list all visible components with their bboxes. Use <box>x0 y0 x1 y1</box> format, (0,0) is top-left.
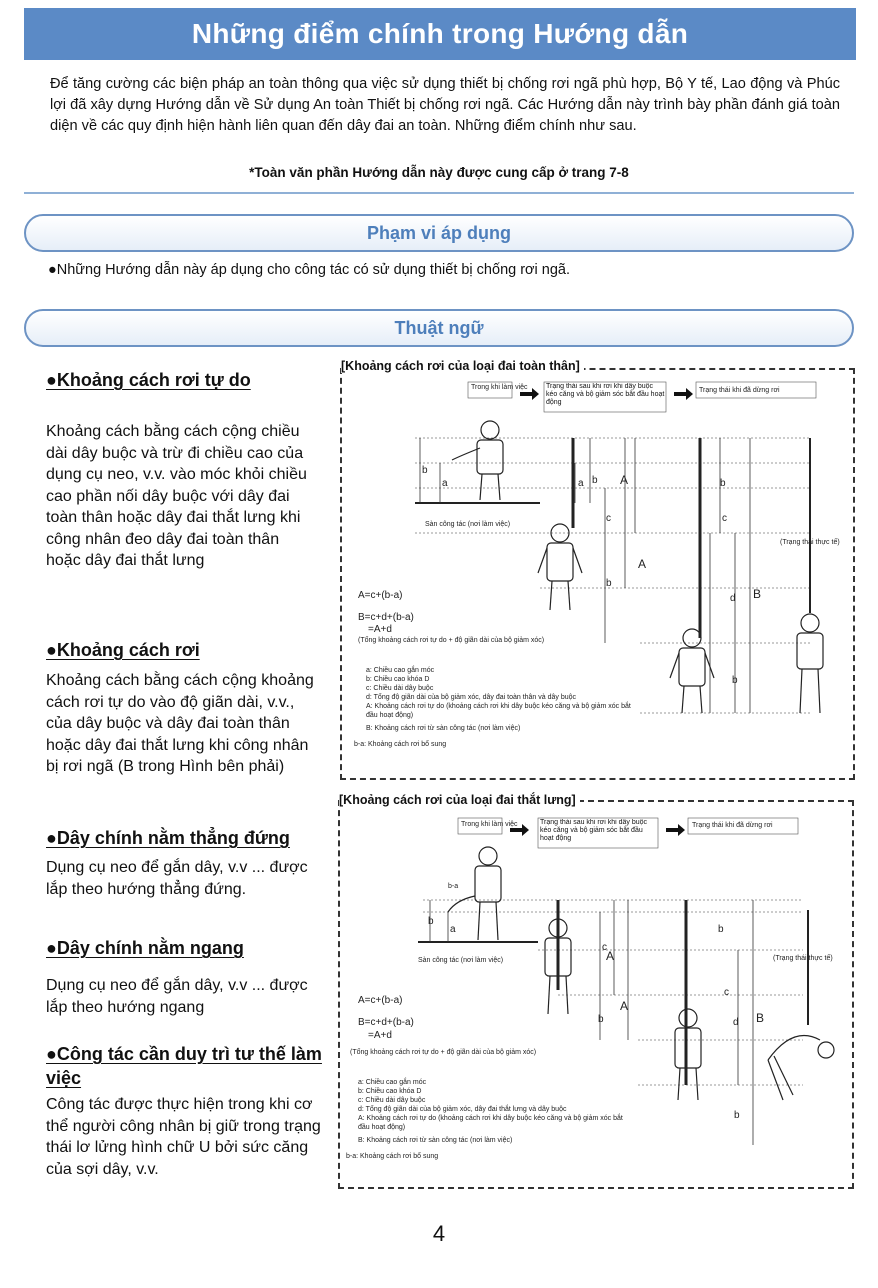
stage-label: Trạng thái sau khi rơi khi dây buộc kéo căng và bộ giảm sóc bắt đầu hoạt động <box>546 383 665 406</box>
section-header-terms: Thuật ngữ <box>24 309 854 347</box>
svg-text:c: Chiều dài dây buộc: c: Chiều dài dây buộc <box>358 1097 426 1104</box>
formula-b2: =A+d <box>368 1030 392 1041</box>
term-body-work-positioning: Công tác được thực hiện trong khi cơ thể người công nhân bị giữ trong trạng thái lơ lửng hình chữ U bởi sức căng của sợi dây, v.v. <box>46 1096 321 1178</box>
arrow-icon <box>674 388 693 400</box>
term-title-fall-distance: ●Khoảng cách rơi <box>46 640 200 660</box>
svg-text:đầu hoạt động): đầu hoạt động) <box>366 712 414 719</box>
term-title-vertical-line: ●Dây chính nằm thẳng đứng <box>46 828 290 848</box>
formula-b: B=c+d+(b-a) <box>358 612 414 623</box>
svg-text:b: b <box>718 924 724 935</box>
svg-text:c: c <box>724 987 729 998</box>
figure-title-full-body: [Khoảng cách rơi của loại đai toàn thân] <box>341 359 584 373</box>
svg-text:b: b <box>598 1014 604 1025</box>
svg-text:B: B <box>756 1011 765 1025</box>
svg-text:c: c <box>606 513 611 524</box>
svg-text:b: b <box>428 916 434 927</box>
stage-label: Trong khi làm việc <box>471 384 528 391</box>
svg-text:B: B <box>753 587 762 601</box>
svg-text:a: Chiều cao gắn móc: a: Chiều cao gắn móc <box>366 667 435 674</box>
figure-title-waist-belt: [Khoảng cách rơi của loại đai thắt lưng] <box>339 793 580 807</box>
svg-text:b-a: Khoảng cách rơi bổ sung: b-a: Khoảng cách rơi bổ sung <box>346 1153 439 1160</box>
term-body-free-fall: Khoảng cách bằng cách cộng chiều dài dây buộc và trừ đi chiều cao của dụng cụ neo, v.v. vào móc khỏi chiều cao phần nối dây buộc với dây đai toàn thân hoặc dây đai thắt lưng khi công nhân đeo dây đai toàn thân hoặc dây đai thắt lưng <box>46 423 307 569</box>
svg-text:A: A <box>638 557 647 571</box>
term-body-fall-distance: Khoảng cách bằng cách cộng khoảng cách rơi tự do vào độ giãn dài, v.v., của dây buộc và dây đai toàn thân hoặc dây đai thắt lưng khi công nhân bị rơi ngã (B trong Hình bên phải) <box>46 672 314 775</box>
term-body-horizontal-line: Dụng cụ neo để gắn dây, v.v ... được lắp theo hướng ngang <box>46 977 308 1016</box>
svg-text:b: b <box>606 578 612 589</box>
platform-label: Sàn công tác (nơi làm việc) <box>418 957 504 964</box>
svg-text:a: a <box>442 478 448 489</box>
svg-text:a: Chiều cao gắn móc: a: Chiều cao gắn móc <box>358 1079 427 1086</box>
stage-label: Trong khi làm việc <box>461 821 518 828</box>
page-number: 4 <box>432 1221 446 1246</box>
svg-text:c: c <box>722 513 727 524</box>
svg-text:A: A <box>620 999 629 1013</box>
actual-state-label: (Trạng thái thực tế) <box>780 539 840 546</box>
term-body-vertical-line: Dụng cụ neo để gắn dây, v.v ... được lắp theo hướng thẳng đứng. <box>46 859 308 898</box>
svg-text:d: Tổng độ giãn dài của bộ giả: d: Tổng độ giãn dài của bộ giảm xóc, dây đai thắt lưng và dây buộc <box>358 1106 567 1113</box>
diagram-full-body-harness <box>340 368 855 780</box>
svg-text:b-a: b-a <box>448 883 459 890</box>
svg-text:A: A <box>620 473 629 487</box>
term-title-free-fall: ●Khoảng cách rơi tự do <box>46 370 251 390</box>
page-title: Những điểm chính trong Hướng dẫn <box>24 8 856 60</box>
platform-label: Sàn công tác (nơi làm việc) <box>425 521 511 528</box>
svg-text:b: b <box>422 465 428 476</box>
full-text-note: *Toàn văn phần Hướng dẫn này được cung cấp ở trang 7-8 <box>249 165 629 180</box>
intro-paragraph: Để tăng cường các biện pháp an toàn thông qua việc sử dụng thiết bị chống rơi ngã phù hợp, Bộ Y tế, Lao động và Phúc lợi đã xây dựng Hướng dẫn về Sử dụng An toàn Thiết bị chống rơi ngã. Các Hướng dẫn này trình bày phần đánh giá toàn diện về các quy định hiện hành liên quan đến dây đai an toàn. Những điểm chính như sau. <box>50 76 840 134</box>
term-title-work-positioning: ●Công tác cần duy trì tư thế làm việc <box>46 1044 322 1088</box>
svg-text:đầu hoạt động): đầu hoạt động) <box>358 1124 406 1131</box>
svg-text:c: c <box>602 942 607 953</box>
divider <box>24 192 854 194</box>
legend <box>354 665 631 748</box>
section-header-scope: Phạm vi áp dụng <box>24 214 854 252</box>
svg-text:b: Chiều cao khóa D: b: Chiều cao khóa D <box>366 676 430 683</box>
svg-text:b: b <box>720 478 726 489</box>
svg-text:a: a <box>578 478 584 489</box>
formula-a: A=c+(b-a) <box>358 590 403 601</box>
svg-text:b: b <box>734 1110 740 1121</box>
formula-b: B=c+d+(b-a) <box>358 1017 414 1028</box>
svg-text:d: d <box>730 593 736 604</box>
svg-text:A: Khoảng cách rơi tự do (khoả: A: Khoảng cách rơi tự do (khoảng cách rơi khi dây buộc kéo căng và bộ giảm xóc bắt <box>358 1115 623 1122</box>
svg-text:b-a: Khoảng cách rơi bổ sung: b-a: Khoảng cách rơi bổ sung <box>354 741 447 748</box>
svg-text:A: Khoảng cách rơi tự do (khoả: A: Khoảng cách rơi tự do (khoảng cách rơi khi dây buộc kéo căng và bộ giảm xóc bắt <box>366 703 631 710</box>
legend <box>346 1077 623 1160</box>
svg-text:d: d <box>733 1017 739 1028</box>
svg-text:d: Tổng độ giãn dài của bộ giả: d: Tổng độ giãn dài của bộ giảm xóc, dây đai toàn thân và dây buộc <box>366 694 577 701</box>
formula-a: A=c+(b-a) <box>358 995 403 1006</box>
formula-b2: =A+d <box>368 624 392 635</box>
svg-text:A: A <box>606 949 615 963</box>
stage-label: Trạng thái khi đã dừng rơi <box>692 822 773 829</box>
svg-text:B: Khoảng cách rơi từ sàn công: B: Khoảng cách rơi từ sàn công tác (nơi làm việc) <box>358 1137 513 1144</box>
svg-text:a: a <box>450 924 456 935</box>
term-title-horizontal-line: ●Dây chính nằm ngang <box>46 938 244 958</box>
actual-state-label: (Trạng thái thực tế) <box>773 955 833 962</box>
scope-text: ●Những Hướng dẫn này áp dụng cho công tác có sử dụng thiết bị chống rơi ngã. <box>48 262 571 278</box>
formula-note: (Tổng khoảng cách rơi tự do + độ giãn dài của bộ giảm xóc) <box>358 637 545 644</box>
svg-text:b: b <box>592 475 598 486</box>
diagram-waist-belt <box>338 800 854 1189</box>
svg-text:B: Khoảng cách rơi từ sàn công: B: Khoảng cách rơi từ sàn công tác (nơi làm việc) <box>366 725 521 732</box>
arrow-icon <box>666 824 685 836</box>
stage-label: Trạng thái sau khi rơi khi dây buộc kéo căng và bộ giảm sóc bắt đầu hoạt động <box>540 819 648 842</box>
stage-label: Trạng thái khi đã dừng rơi <box>699 387 780 394</box>
svg-text:c: Chiều dài dây buộc: c: Chiều dài dây buộc <box>366 685 434 692</box>
svg-text:b: b <box>732 675 738 686</box>
formula-note: (Tổng khoảng cách rơi tự do + độ giãn dài của bộ giảm xóc) <box>350 1049 537 1056</box>
svg-text:b: Chiều cao khóa D: b: Chiều cao khóa D <box>358 1088 422 1095</box>
